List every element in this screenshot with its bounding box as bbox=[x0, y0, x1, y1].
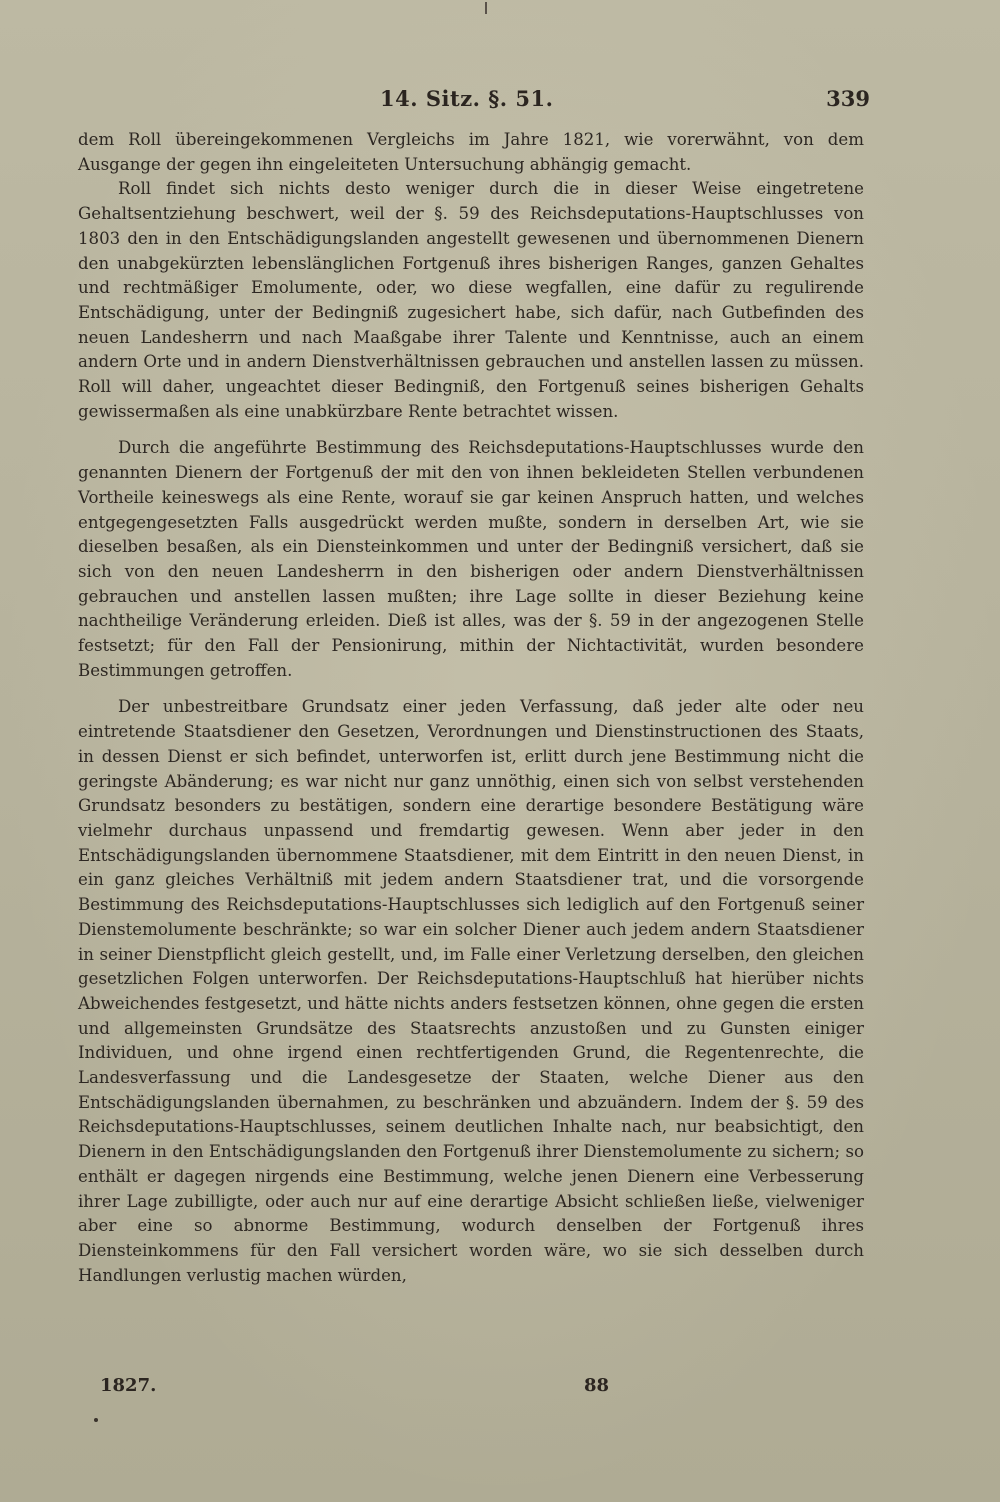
page-footer bbox=[100, 1375, 800, 1401]
sheet-signature: 88 bbox=[584, 1375, 610, 1396]
paragraph-2: Roll findet sich nichts desto weniger durch die in dieser Weise eingetretene Gehaltsentziehung beschwert, weil der §. 59 des Reichsdeputations-Hauptschlusses von 1803 den in den Entschädigungslanden angestellt gewesenen und übernommenen Dienern den unabgekürzten lebenslänglichen Fortgenuß ihres bisherigen Ranges, ganzen Gehaltes und rechtmäßiger Emolumente, oder, wo diese wegfallen, eine dafür zu regulirende Entschädigung, unter der Bedingniß zugesichert habe, sich dafür, nach Gutbefinden des neuen Landesherrn und nach Maaßgabe ihrer Talente und Kenntnisse, auch an einem andern Orte und in andern Dienstverhältnissen gebrauchen und anstellen lassen zu müssen. Roll will daher, ungeachtet dieser Bedingniß, den Fortgenuß seines bisherigen Gehalts gewissermaßen als eine unabkürzbare Rente betrachtet wissen. bbox=[78, 179, 864, 421]
margin-mark bbox=[485, 2, 487, 14]
footer-year: 1827. bbox=[100, 1375, 157, 1396]
page-number: 339 bbox=[826, 86, 870, 111]
body-text bbox=[78, 128, 864, 1288]
paragraph-3: Durch die angeführte Bestimmung des Reichsdeputations-Hauptschlusses wurde den genannten Dienern der Fortgenuß der mit den von ihnen bekleideten Stellen verbundenen Vortheile keineswegs als eine Rente, worauf sie gar keinen Anspruch hatten, und welches entgegengesetzten Falls ausgedrückt werden mußte, sondern in derselben Art, wie sie dieselben besaßen, als ein Diensteinkommen und unter der Bedingniß versichert, daß sie sich von den neuen Landesherrn in den bisherigen oder andern Dienstverhältnissen gebrauchen und anstellen lassen mußten; ihre Lage sollte in dieser Beziehung keine nachtheilige Veränderung erleiden. Dieß ist alles, was der §. 59 in der angezogenen Stelle festsetzt; für den Fall der Pensionirung, mithin der Nichtactivität, wurden besondere Bestimmungen getroffen. bbox=[78, 438, 864, 680]
page-header bbox=[80, 86, 870, 116]
paragraph-1: dem Roll übereingekommenen Vergleichs im Jahre 1821, wie vorerwähnt, von dem Ausgange der gegen ihn eingeleiteten Untersuchung abhängig gemacht. bbox=[78, 130, 864, 174]
ink-speck bbox=[94, 1418, 98, 1422]
running-head: 14. Sitz. §. 51. bbox=[380, 86, 554, 111]
paragraph-4: Der unbestreitbare Grundsatz einer jeden Verfassung, daß jeder alte oder neu eintretende Staatsdiener den Gesetzen, Verordnungen und Dienstinstructionen des Staats, in dessen Dienst er sich befindet, unterworfen ist, erlitt durch jene Bestimmung nicht die geringste Abänderung; es war nicht nur ganz unnöthig, einen sich von selbst verstehenden Grundsatz besonders zu bestätigen, sondern eine derartige besondere Bestätigung wäre vielmehr durchaus unpassend und fremdartig gewesen. Wenn aber jeder in den Entschädigungslanden übernommene Staatsdiener, mit dem Eintritt in den neuen Dienst, in ein ganz gleiches Verhältniß mit jedem andern Staatsdiener trat, und die vorsorgende Bestimmung des Reichsdeputations-Hauptschlusses sich lediglich auf den Fortgenuß seiner Dienstemolumente beschränkte; so war ein solcher Diener auch jedem andern Staatsdiener in seiner Dienstpflicht gleich gestellt, und, im Falle einer Verletzung derselben, den gleichen gesetzlichen Folgen unterworfen. Der Reichsdeputations-Hauptschluß hat hierüber nichts Abweichendes festgesetzt, und hätte nichts anders festsetzen können, ohne gegen die ersten und allgemeinsten Grundsätze des Staatsrechts anzustoßen und zu Gunsten einiger Individuen, und ohne irgend einen rechtfertigenden Grund, die Regentenrechte, die Landesverfassung und die Landesgesetze der Staaten, welche Diener aus den Entschädigungslanden übernahmen, zu beschränken und abzuändern. Indem der §. 59 des Reichsdeputations-Hauptschlusses, seinem deutlichen Inhalte nach, nur beabsichtigt, den Dienern in den Entschädigungslanden den Fortgenuß ihrer Dienstemolumente zu sichern; so enthält er dagegen nirgends eine Bestimmung, welche jenen Dienern eine Verbesserung ihrer Lage zubilligte, oder auch nur auf eine derartige Absicht schließen ließe, vielweniger aber eine so abnorme Bestimmung, wodurch denselben der Fortgenuß ihres Diensteinkommens für den Fall versichert worden wäre, wo sie sich desselben durch Handlungen verlustig machen würden, bbox=[78, 697, 864, 1285]
